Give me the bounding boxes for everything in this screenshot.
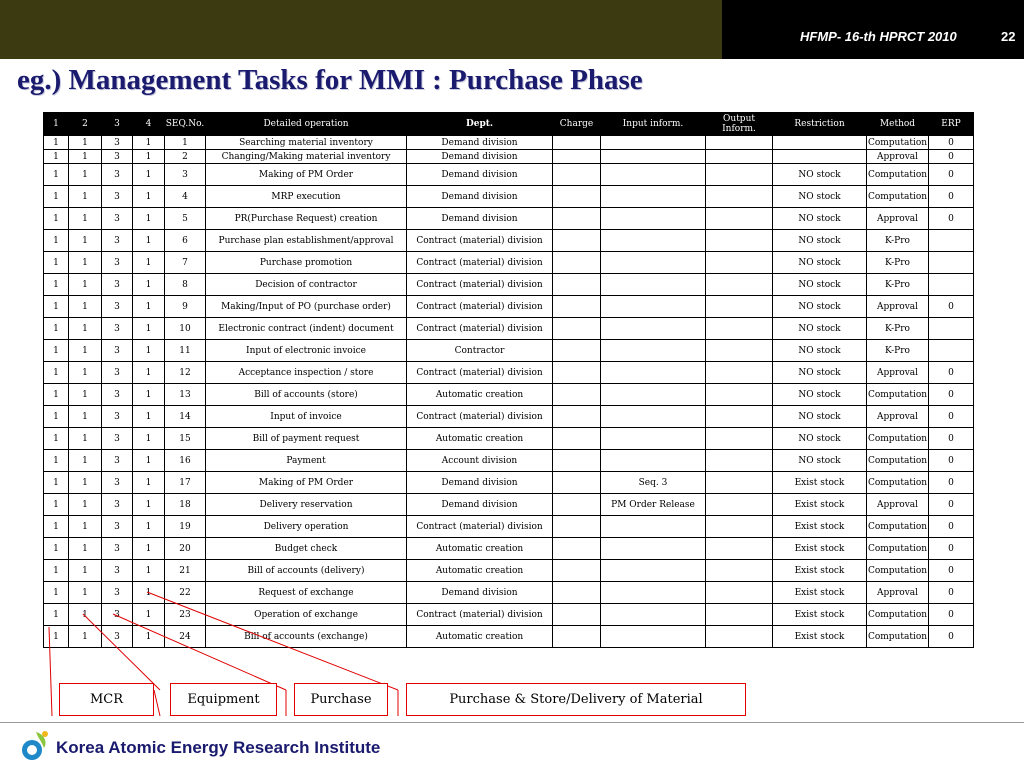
table-cell: 1 [44,274,69,296]
table-cell: 1 [133,406,165,428]
table-cell: 3 [102,252,133,274]
table-cell: Input of invoice [206,406,407,428]
table-cell: Contract (material) division [407,296,553,318]
table-cell: 3 [165,164,206,186]
table-cell: 3 [102,406,133,428]
column-header: Dept. [407,113,553,136]
table-cell: Electronic contract (indent) document [206,318,407,340]
table-cell: Computation [867,626,929,648]
table-cell: 3 [102,604,133,626]
table-cell: Computation [867,604,929,626]
table-cell: Computation [867,384,929,406]
table-cell: 1 [133,604,165,626]
table-cell: K-Pro [867,318,929,340]
table-cell: NO stock [773,274,867,296]
table-cell: 14 [165,406,206,428]
table-cell: Computation [867,164,929,186]
table-cell: Purchase plan establishment/approval [206,230,407,252]
table-cell: 1 [133,626,165,648]
table-cell: 0 [929,296,974,318]
table-cell: 9 [165,296,206,318]
table-cell: Contract (material) division [407,274,553,296]
table-cell: 3 [102,230,133,252]
table-cell: 1 [69,626,102,648]
table-cell: NO stock [773,252,867,274]
table-cell: Request of exchange [206,582,407,604]
table-cell: 1 [44,150,69,164]
table-cell: Exist stock [773,626,867,648]
table-cell: PR(Purchase Request) creation [206,208,407,230]
table-cell: PM Order Release [601,494,706,516]
table-cell: Operation of exchange [206,604,407,626]
table-cell: 17 [165,472,206,494]
table-cell: Approval [867,494,929,516]
table-cell: 3 [102,318,133,340]
table-cell: 1 [133,340,165,362]
table-cell: K-Pro [867,274,929,296]
table-cell: Contractor [407,340,553,362]
table-cell: 0 [929,582,974,604]
column-header: Detailed operation [206,113,407,136]
table-cell: Contract (material) division [407,604,553,626]
kaeri-logo-icon [14,728,52,764]
table-cell: 3 [102,582,133,604]
table-cell: 22 [165,582,206,604]
table-cell: 3 [102,186,133,208]
column-header: 4 [133,113,165,136]
table-cell: 1 [44,604,69,626]
table-cell: 1 [69,560,102,582]
table-cell: 1 [44,626,69,648]
table-cell: NO stock [773,340,867,362]
table-cell: 15 [165,428,206,450]
table-cell: Approval [867,582,929,604]
table-cell: Acceptance inspection / store [206,362,407,384]
table-cell: Payment [206,450,407,472]
table-cell: 1 [44,516,69,538]
table-cell: 1 [44,208,69,230]
table-cell: 1 [133,274,165,296]
table-cell: 0 [929,428,974,450]
column-header: Method [867,113,929,136]
table-cell: Demand division [407,164,553,186]
table-cell: 1 [69,136,102,150]
table-cell: 1 [69,230,102,252]
table-cell: 1 [133,538,165,560]
bracket-equipment-left [154,690,160,716]
table-cell: 1 [44,164,69,186]
table-cell: Exist stock [773,582,867,604]
legend-mcr: MCR [59,683,154,716]
table-cell: Automatic creation [407,428,553,450]
column-header: Output Inform. [706,113,773,136]
connector-line-purchase [113,614,286,690]
table-cell: 0 [929,494,974,516]
table-cell: Approval [867,208,929,230]
table-cell: 1 [69,406,102,428]
table-cell: 0 [929,164,974,186]
table-cell: Exist stock [773,538,867,560]
table-cell: 16 [165,450,206,472]
table-cell: 0 [929,604,974,626]
table-cell: Computation [867,450,929,472]
table-cell: 1 [44,450,69,472]
table-cell: Demand division [407,582,553,604]
table-cell: Computation [867,137,928,148]
table-cell: 1 [133,296,165,318]
table-cell: Making of PM Order [206,472,407,494]
connector-line-store-delivery [147,592,398,690]
table-cell: 3 [102,340,133,362]
table-cell: 8 [165,274,206,296]
table-cell: 1 [69,318,102,340]
table-cell: 1 [69,150,102,164]
table-cell: 0 [929,362,974,384]
table-cell: NO stock [773,318,867,340]
table-cell: Approval [867,296,929,318]
table-cell: 1 [133,472,165,494]
table-cell: 1 [44,252,69,274]
column-header: 3 [102,113,133,136]
table-cell: Computation [867,516,929,538]
table-cell: Contract (material) division [407,362,553,384]
table-cell: Purchase promotion [206,252,407,274]
table-cell: 1 [44,296,69,318]
column-header: SEQ.No. [165,113,206,136]
table-cell: Exist stock [773,472,867,494]
table-cell: Demand division [407,208,553,230]
table-cell: Account division [407,450,553,472]
table-cell: 0 [929,150,974,164]
table-cell: 1 [69,164,102,186]
table-cell: Decision of contractor [206,274,407,296]
table-cell: 3 [102,428,133,450]
table-cell: 3 [102,150,133,164]
table-cell: K-Pro [867,252,929,274]
table-cell: 6 [165,230,206,252]
page-number: 22 [1001,29,1016,44]
table-cell: 1 [44,538,69,560]
table-cell: 3 [102,538,133,560]
table-cell: 0 [929,208,974,230]
table-cell: 1 [44,494,69,516]
table-cell: 1 [69,362,102,384]
table-cell: 1 [133,164,165,186]
table-cell: 23 [165,604,206,626]
table-cell: Demand division [407,150,553,164]
table-cell: Demand division [407,494,553,516]
table-cell: 3 [102,472,133,494]
table-cell: 3 [102,136,133,150]
table-cell: Approval [867,406,929,428]
table-cell: 3 [102,274,133,296]
table-cell: 21 [165,560,206,582]
table-cell: 1 [44,428,69,450]
table-cell: 0 [929,450,974,472]
table-cell: Computation [867,538,929,560]
table-cell: 18 [165,494,206,516]
table-cell: NO stock [773,230,867,252]
table-cell: 0 [929,384,974,406]
footer-divider [0,722,1024,723]
table-cell: 1 [133,186,165,208]
table-cell: NO stock [773,384,867,406]
table-cell: Demand division [407,186,553,208]
table-cell: Computation [867,472,929,494]
table-cell: 1 [44,560,69,582]
table-cell: Delivery operation [206,516,407,538]
table-cell: NO stock [773,208,867,230]
table-cell: 1 [133,582,165,604]
legend-store-delivery: Purchase & Store/Delivery of Material [406,683,746,716]
table-cell: Searching material inventory [206,136,407,150]
table-cell: NO stock [773,186,867,208]
table-cell: 10 [165,318,206,340]
table-cell: 1 [69,604,102,626]
table-cell: Computation [867,186,929,208]
table-cell: 3 [102,450,133,472]
table-cell: NO stock [773,164,867,186]
page-title: eg.) Management Tasks for MMI : Purchase Phase [17,64,643,96]
table-cell: 1 [133,230,165,252]
table-cell: 1 [44,340,69,362]
column-header: Restriction [773,113,867,136]
table-cell: 1 [69,538,102,560]
table-cell: 1 [133,494,165,516]
table-cell: 0 [929,538,974,560]
table-cell: 1 [133,362,165,384]
table-cell: 1 [69,472,102,494]
table-cell: 0 [929,186,974,208]
table-cell: 1 [133,450,165,472]
table-cell: K-Pro [867,230,929,252]
table-cell: Changing/Making material inventory [206,150,407,164]
table-cell: 0 [929,560,974,582]
table-cell: Exist stock [773,516,867,538]
table-cell: Exist stock [773,604,867,626]
table-cell: 1 [69,186,102,208]
table-cell: Demand division [407,136,553,150]
table-cell: 12 [165,362,206,384]
table-cell: 0 [929,406,974,428]
table-cell: 1 [69,450,102,472]
table-cell: 11 [165,340,206,362]
table-cell: 2 [165,150,206,164]
table-cell: Contract (material) division [407,230,553,252]
table-cell: 1 [133,208,165,230]
connector-line-mcr [49,627,52,716]
table-cell: 1 [69,208,102,230]
table-cell: 1 [69,274,102,296]
table-cell: MRP execution [206,186,407,208]
table-cell: 3 [102,384,133,406]
table-cell: 1 [69,494,102,516]
table-cell: 0 [929,516,974,538]
table-cell: 1 [44,406,69,428]
table-cell: NO stock [773,362,867,384]
table-cell: Exist stock [773,494,867,516]
table-cell: Making/Input of PO (purchase order) [206,296,407,318]
table-cell: 3 [102,626,133,648]
table-cell: 1 [69,384,102,406]
table-cell: NO stock [773,296,867,318]
column-header: Input inform. [601,113,706,136]
table-cell: 3 [102,494,133,516]
table-cell: 4 [165,186,206,208]
table-cell: Bill of accounts (delivery) [206,560,407,582]
table-cell: 13 [165,384,206,406]
table-cell: 1 [69,296,102,318]
table-cell: 1 [44,230,69,252]
table-cell: Exist stock [773,560,867,582]
table-cell: Contract (material) division [407,252,553,274]
table-cell: 1 [44,136,69,150]
table-cell: 1 [133,252,165,274]
table-cell: Automatic creation [407,560,553,582]
table-cell: 20 [165,538,206,560]
table-cell: 1 [44,384,69,406]
table-cell: Making of PM Order [206,164,407,186]
table-cell: Computation [867,560,929,582]
table-cell: 7 [165,252,206,274]
table-cell: NO stock [773,406,867,428]
table-cell: 1 [133,318,165,340]
legend-equipment: Equipment [170,683,277,716]
table-cell: 1 [44,362,69,384]
table-cell: Bill of payment request [206,428,407,450]
table-cell: 1 [133,150,165,164]
table-cell: Contract (material) division [407,318,553,340]
table-cell: NO stock [773,450,867,472]
conference-label: HFMP- 16-th HPRCT 2010 [800,29,957,44]
table-cell: 1 [133,136,165,150]
column-header: Charge [553,113,601,136]
column-header: ERP [929,113,974,136]
table-cell: 0 [929,136,974,150]
table-cell: 1 [133,516,165,538]
table-cell: 1 [44,318,69,340]
connector-line-equipment [83,614,160,690]
table-cell: 1 [165,136,206,150]
table-cell: 5 [165,208,206,230]
table-cell: 1 [69,428,102,450]
table-cell: 1 [69,340,102,362]
table-cell: Bill of accounts (store) [206,384,407,406]
table-cell: Computation [867,428,929,450]
table-cell: 1 [133,428,165,450]
table-cell: 0 [929,472,974,494]
table-cell: 1 [133,384,165,406]
column-header: 2 [69,113,102,136]
table-cell: Demand division [407,472,553,494]
table-cell: 24 [165,626,206,648]
table-cell: 0 [929,626,974,648]
table-cell: 3 [102,164,133,186]
table-cell: Contract (material) division [407,406,553,428]
table-cell: 1 [69,252,102,274]
table-cell: 3 [102,208,133,230]
table-cell: Delivery reservation [206,494,407,516]
table-cell: 3 [102,516,133,538]
table-cell: Approval [867,150,929,164]
table-cell: 1 [44,582,69,604]
table-cell: Budget check [206,538,407,560]
table-cell: Bill of accounts (exchange) [206,626,407,648]
table-cell: Automatic creation [407,626,553,648]
table-cell: Automatic creation [407,538,553,560]
table-cell: 1 [44,472,69,494]
table-cell: 1 [133,560,165,582]
table-cell: K-Pro [867,340,929,362]
table-cell: 3 [102,362,133,384]
institute-name: Korea Atomic Energy Research Institute [56,738,381,757]
column-header: 1 [44,113,69,136]
table-cell: 3 [102,560,133,582]
table-cell: 1 [44,186,69,208]
table-cell: 1 [69,582,102,604]
legend-purchase: Purchase [294,683,388,716]
table-cell: 19 [165,516,206,538]
table-cell: Input of electronic invoice [206,340,407,362]
table-cell: Seq. 3 [601,472,706,494]
table-cell: 1 [69,516,102,538]
table-cell: Automatic creation [407,384,553,406]
table-cell: 3 [102,296,133,318]
table-cell: NO stock [773,428,867,450]
table-cell: Contract (material) division [407,516,553,538]
table-cell: Approval [867,362,929,384]
